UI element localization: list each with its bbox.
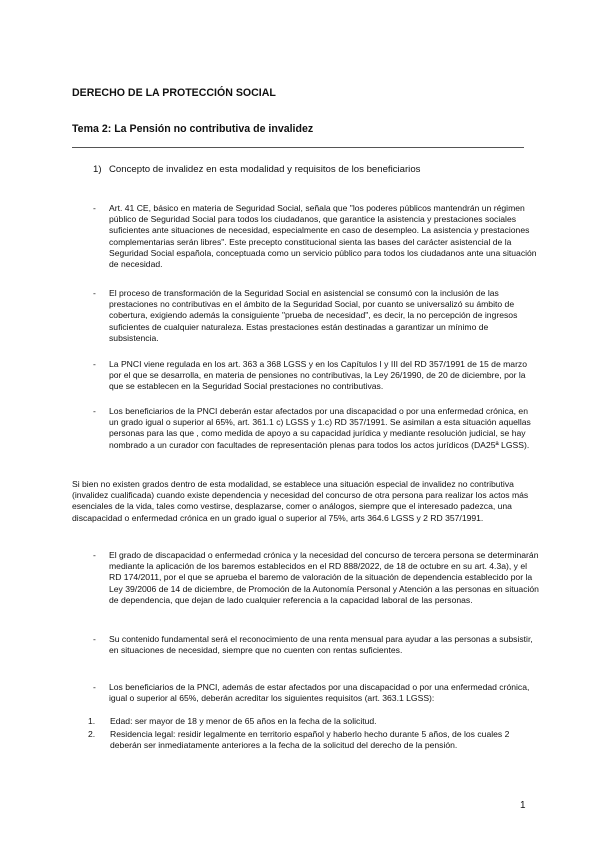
bullet-text: Art. 41 CE, básico en materia de Seguridad Social, señala que "los poderes públicos mantendrán un régimen público de Seguridad Social para todos los ciudadanos, que garantice la asistencia y prestaciones sociales suficientes ante situaciones de necesidad, especialmente en caso de desempleo. La asistencia y prestaciones complementarias serán libres". Este precepto constitucional sienta las bases del carácter asistencial de la Seguridad Social española, conceptuada como un servicio público para todos los ciudadanos ante una situación de necesidad. (109, 203, 537, 270)
bullet-text: Los beneficiarios de la PNCI, además de estar afectados por una discapacidad o por una enfermedad crónica, igual o superior al 65%, deberán acreditar los siguientes requisitos (art. 363.1 LGSS): (109, 682, 530, 704)
bullet-text: El grado de discapacidad o enfermedad crónica y la necesidad del concurso de tercera persona se determinarán mediante la aplicación de los baremos establecidos en el RD 888/2022, de 18 de octubre en su art. 4.3a), y el RD 174/2011, por el que se aprueba el baremo de valoración de la situación de dependencia establecido por la Ley 39/2006 de 14 de diciembre, de Promoción de la Autonomía Personal y Atención a las personas en situación de dependencia, que dejan de lado cualquier referencia a la capacidad laboral de las personas. (109, 550, 539, 605)
bullet-item (93, 203, 539, 270)
section-heading-text: Concepto de invalidez en esta modalidad y requisitos de los beneficiarios (109, 164, 421, 175)
bullet-item (93, 682, 539, 704)
bullet-text: La PNCI viene regulada en los art. 363 a 368 LGSS y en los Capítulos I y III del RD 357/1991 de 15 de marzo por el que se desarrolla, en materia de pensiones no contributivas, la Ley 26/1990, de 20 de diciembre, por la que se establecen en la Seguridad Social prestaciones no contributivas. (109, 359, 528, 392)
bullet-dash: - (93, 682, 96, 692)
bullet-text: Su contenido fundamental será el reconocimiento de una renta mensual para ayudar a las personas a subsistir, en situaciones de necesidad, siempre que no cuenten con rentas suficientes. (109, 634, 533, 656)
section-number: 1) (93, 164, 102, 175)
page-title: DERECHO DE LA PROTECCIÓN SOCIAL (72, 87, 276, 99)
bullet-dash: - (93, 203, 96, 213)
bullet-text: El proceso de transformación de la Seguridad Social en asistencial se consumó con la inclusión de las prestaciones no contributivas en el ámbito de la Seguridad Social, por cuanto se universalizó su ámbito de cobertura, exigiendo además la consiguiente "prueba de necesidad", es decir, la no percepción de ingresos suficientes de cualquier naturaleza. Estas prestaciones están destinadas a garantizar un mínimo de subsistencia. (109, 288, 518, 343)
subtitle: Tema 2: La Pensión no contributiva de invalidez (72, 123, 314, 135)
page-number: 1 (520, 800, 526, 811)
bullet-dash: - (93, 359, 96, 369)
requirement-text: Edad: ser mayor de 18 y menor de 65 años en la fecha de la solicitud. (110, 716, 377, 726)
bullet-item (93, 634, 539, 656)
bullet-item (93, 359, 539, 393)
bullet-dash: - (93, 288, 96, 298)
bullet-text: Los beneficiarios de la PNCI deberán estar afectados por una discapacidad o por una enfermedad crónica, en un grado igual o superior al 65%, art. 361.1 c) LGSS y 1.c) RD 357/1991. Se asimilan a esta situación aquellas personas para las que , como medida de apoyo a su capacidad jurídica y mediante resolución judicial, se hay nombrado a un curador con facultades de representación plenas para todos los actos jurídicos (DA25ª LGSS). (109, 406, 531, 450)
bullet-item (93, 550, 539, 606)
bullet-item (93, 406, 539, 451)
body-paragraph: Si bien no existen grados dentro de esta modalidad, se establece una situación especial de invalidez no contributiva (invalidez cualificada) cuando existe dependencia y necesidad del concurso de otra persona para realizar los actos más esenciales de la vida, tales como vestirse, desplazarse, comer o análogos, siempre que el interesado padezca, una discapacidad o enfermedad crónica en un grado igual o superior al 75%, arts 364.6 LGSS y 2 RD 357/1991. (72, 479, 529, 523)
bullet-item (93, 288, 539, 344)
requirement-number: 1. (88, 716, 96, 726)
bullet-dash: - (93, 634, 96, 644)
bullet-dash: - (93, 550, 96, 560)
requirement-number: 2. (88, 729, 96, 739)
bullet-dash: - (93, 406, 96, 416)
divider (72, 147, 524, 148)
requirement-item (88, 729, 538, 751)
requirement-text: Residencia legal: residir legalmente en territorio español y haberlo hecho durante 5 años, de los cuales 2 deberán ser inmediatamente anteriores a la fecha de la solicitud del derecho de la pensión. (110, 729, 510, 751)
requirement-item (88, 716, 538, 727)
